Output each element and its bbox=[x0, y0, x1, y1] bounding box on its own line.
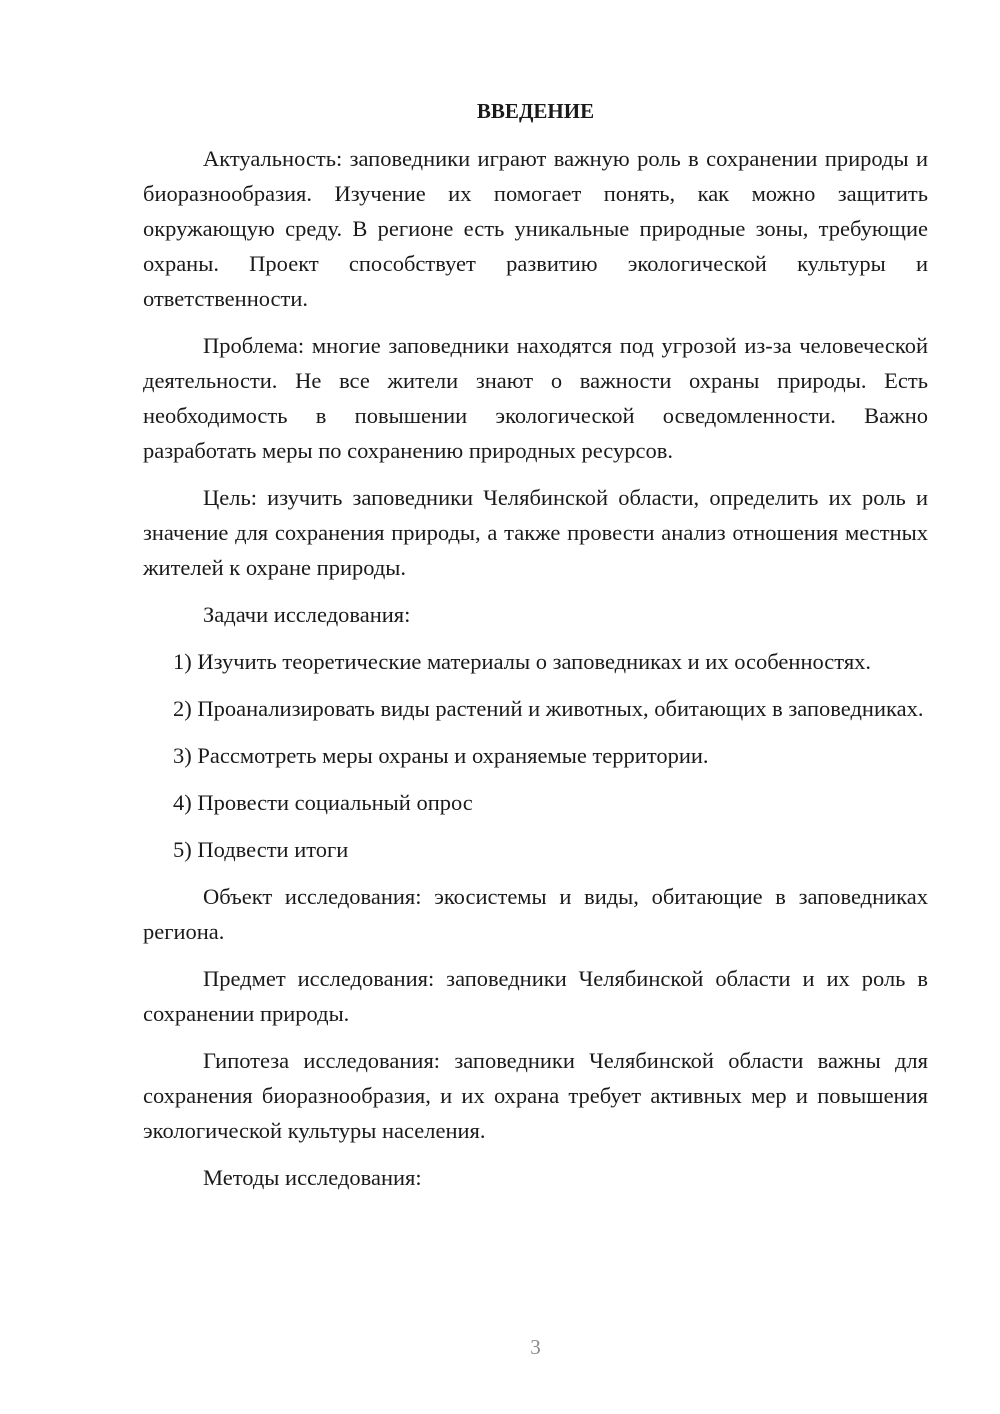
task-item-5: 5) Подвести итоги bbox=[173, 837, 349, 862]
task-item-3: 3) Рассмотреть меры охраны и охраняемые территории. bbox=[173, 743, 709, 768]
goal-paragraph: Цель: изучить заповедники Челябинской области, определить их роль и значение для сохранения природы, а также провести анализ отношения местных жителей к охране природы. bbox=[143, 485, 928, 580]
subject-paragraph: Предмет исследования: заповедники Челябинской области и их роль в сохранении природы. bbox=[143, 966, 928, 1026]
object-paragraph: Объект исследования: экосистемы и виды, обитающие в заповедниках региона. bbox=[143, 884, 928, 944]
page-number: 3 bbox=[530, 1335, 541, 1359]
task-item-2: 2) Проанализировать виды растений и животных, обитающих в заповедниках. bbox=[173, 696, 924, 721]
page-title: ВВЕДЕНИЕ bbox=[476, 99, 595, 123]
task-item-4: 4) Провести социальный опрос bbox=[173, 790, 473, 815]
document-page bbox=[143, 0, 928, 1414]
hypothesis-paragraph: Гипотеза исследования: заповедники Челябинской области важны для сохранения биоразнообразия, и их охрана требует активных мер и повышения экологической культуры населения. bbox=[143, 1048, 928, 1143]
relevance-paragraph: Актуальность: заповедники играют важную роль в сохранении природы и биоразнообразия. Изучение их помогает понять, как можно защитить окружающую среду. В регионе есть уникальные природные зоны, требующие охраны. Проект способствует развитию экологической культуры и ответственности. bbox=[143, 146, 928, 311]
document-body bbox=[143, 141, 928, 1207]
tasks-label: Задачи исследования: bbox=[203, 602, 411, 627]
problem-paragraph: Проблема: многие заповедники находятся под угрозой из-за человеческой деятельности. Не все жители знают о важности охраны природы. Есть необходимость в повышении экологической осведомленности. Важно разработать меры по сохранению природных ресурсов. bbox=[143, 333, 928, 463]
task-item-1: 1) Изучить теоретические материалы о заповедниках и их особенностях. bbox=[173, 649, 872, 674]
methods-label: Методы исследования: bbox=[203, 1165, 422, 1190]
